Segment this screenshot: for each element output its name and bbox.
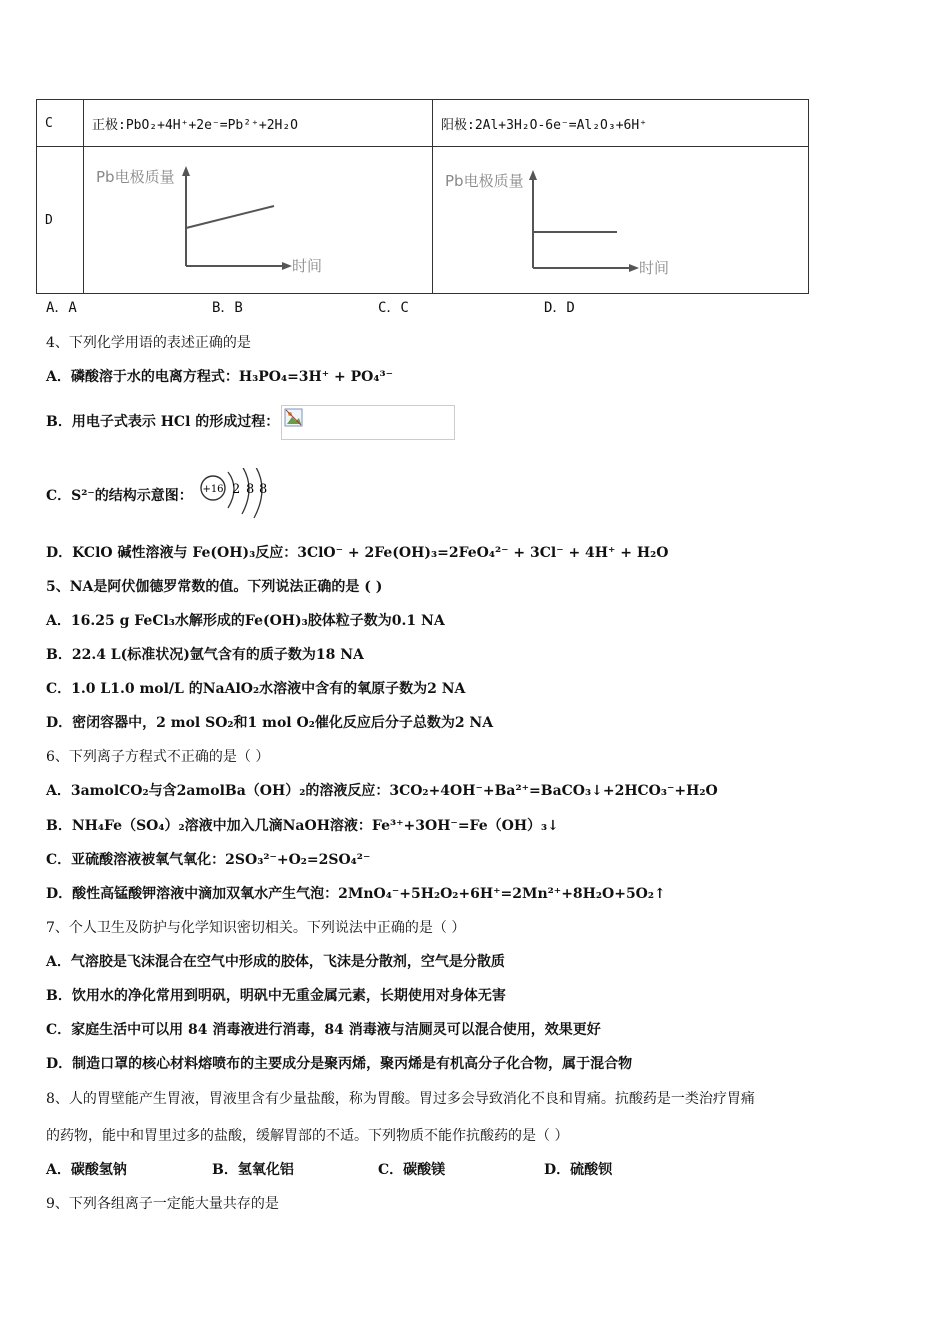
shell-electrons-2: 8 [245,482,254,497]
q6-option-a[interactable]: A．3amolCO₂与含2amolBa（OH）₂的溶液反应：3CO₂+4OH⁻+Ba²⁺=BaCO₃↓+2HCO₃⁻+H₂O [46,783,718,799]
q5-option-b[interactable]: B．22.4 L(标准状况)氩气含有的质子数为18 NA [46,647,364,663]
cell-c-right: 阳极:2Al+3H₂O-6e⁻=Al₂O₃+6H⁺ [433,100,809,147]
q9-stem: 9、下列各组离子一定能大量共存的是 [46,1196,279,1212]
q5-option-a[interactable]: A．16.25 g FeCl₃水解形成的Fe(OH)₃胶体粒子数为0.1 NA [46,613,445,629]
q8-option-a[interactable]: A．碳酸氢钠 [46,1162,127,1178]
q3-options [46,298,575,318]
shell-electrons-1: 2 [231,482,240,497]
q3-option-a[interactable]: A．A [46,300,77,316]
graph-left-x-arrow [282,262,292,270]
q5-option-c[interactable]: C．1.0 L1.0 mol/L 的NaAlO₂水溶液中含有的氧原子数为2 NA [46,681,466,697]
table-row-d [37,147,809,294]
shell-electrons-3: 8 [258,482,267,497]
pb-mass-graph-left [92,150,392,290]
q4-option-b-text: B．用电子式表示 HCl 的形成过程： [46,414,280,430]
q4-stem: 4、下列化学用语的表述正确的是 [46,335,251,351]
q8-stem-line1: 8、人的胃壁能产生胃液，胃液里含有少量盐酸，称为胃酸。胃过多会导致消化不良和胃痛。抗酸药是一类治疗胃痛 [46,1091,755,1107]
graph-left-y-arrow [182,166,190,176]
q8-options [46,1160,612,1180]
q4-option-b[interactable] [46,404,455,440]
pb-mass-graph-right [441,150,741,290]
q4-option-c[interactable] [46,468,278,524]
s2-structure-diagram [198,468,278,524]
q6-option-b[interactable]: B．NH₄Fe（SO₄）₂溶液中加入几滴NaOH溶液：Fe³⁺+3OH⁻=Fe（OH）₃↓ [46,818,559,834]
q6-stem: 6、下列离子方程式不正确的是（ ） [46,749,270,765]
q5-stem: 5、NA是阿伏伽德罗常数的值。下列说法正确的是 ( ) [46,579,383,595]
q7-option-c[interactable]: C．家庭生活中可以用 84 消毒液进行消毒，84 消毒液与洁厕灵可以混合使用，效果更好 [46,1022,601,1038]
q6-option-c[interactable]: C．亚硫酸溶液被氧气氧化：2SO₃²⁻+O₂=2SO₄²⁻ [46,852,371,868]
nucleus-charge: +16 [202,484,224,495]
cell-d-left [84,147,433,294]
q8-stem-line2: 的药物，能中和胃里过多的盐酸，缓解胃部的不适。下列物质不能作抗酸药的是（ ） [46,1128,569,1144]
hcl-electron-image [281,405,455,440]
cell-c-left: 正极:PbO₂+4H⁺+2e⁻=Pb²⁺+2H₂O [84,100,433,147]
q4-option-c-text: C．S²⁻的结构示意图： [46,488,193,504]
q4-option-a[interactable]: A．磷酸溶于水的电离方程式：H₃PO₄=3H⁺ + PO₄³⁻ [46,369,394,385]
q6-option-d[interactable]: D．酸性高锰酸钾溶液中滴加双氧水产生气泡：2MnO₄⁻+5H₂O₂+6H⁺=2Mn²⁺+8H₂O+5O₂↑ [46,886,666,902]
q7-stem: 7、个人卫生及防护与化学知识密切相关。下列说法中正确的是（ ） [46,920,466,936]
q8-option-c[interactable]: C．碳酸镁 [378,1162,446,1178]
graph-left-xlabel: 时间 [292,257,323,275]
q3-option-d[interactable]: D．D [544,300,575,316]
q7-option-a[interactable]: A．气溶胶是飞沫混合在空气中形成的胶体，飞沫是分散剂，空气是分散质 [46,954,505,970]
q4-option-d[interactable]: D．KClO 碱性溶液与 Fe(OH)₃反应：3ClO⁻ + 2Fe(OH)₃=2FeO₄²⁻ + 3Cl⁻ + 4H⁺ + H₂O [46,545,669,561]
graph-right-xlabel: 时间 [639,259,670,277]
graph-right-y-arrow [529,170,537,180]
broken-image-icon [284,408,304,428]
row-key-c: C [37,100,84,147]
cell-d-right [433,147,809,294]
q8-option-b[interactable]: B．氢氧化铝 [212,1162,294,1178]
graph-right-ylabel: Pb电极质量 [445,172,524,190]
q5-option-d[interactable]: D．密闭容器中，2 mol SO₂和1 mol O₂催化反应后分子总数为2 NA [46,715,494,731]
q3-option-c[interactable]: C．C [378,300,409,316]
graph-left-ylabel: Pb电极质量 [96,168,175,186]
table-row-c [37,100,809,147]
q7-option-b[interactable]: B．饮用水的净化常用到明矾，明矾中无重金属元素，长期使用对身体无害 [46,988,506,1004]
row-key-d: D [37,147,84,294]
answer-options-table [36,99,809,294]
q8-option-d[interactable]: D．硫酸钡 [544,1162,613,1178]
q3-option-b[interactable]: B．B [212,300,243,316]
graph-left-rising-line [186,206,274,228]
graph-right-x-arrow [629,264,639,272]
q7-option-d[interactable]: D．制造口罩的核心材料熔喷布的主要成分是聚丙烯，聚丙烯是有机高分子化合物，属于混合物 [46,1056,633,1072]
